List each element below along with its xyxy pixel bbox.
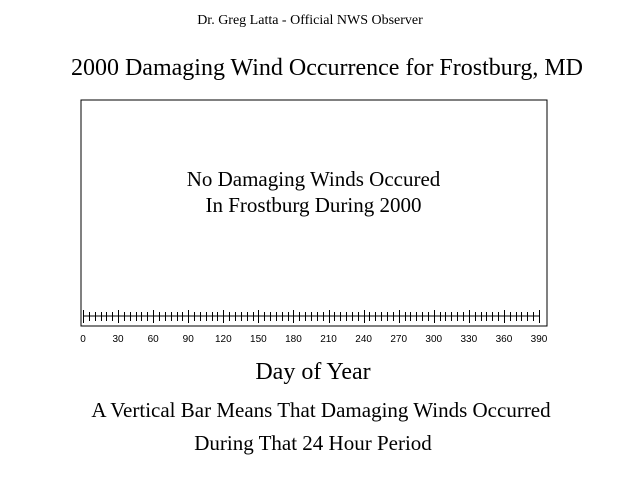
annotation-line-2: In Frostburg During 2000	[205, 193, 422, 217]
x-tick-label: 330	[460, 334, 478, 345]
x-tick-label: 60	[147, 334, 159, 345]
x-tick-label: 240	[355, 334, 372, 345]
x-axis-ticks	[83, 310, 540, 323]
x-axis-tick-labels	[80, 334, 548, 345]
x-tick-label: 360	[495, 334, 513, 345]
x-tick-label: 90	[182, 334, 194, 345]
x-tick-label: 270	[390, 334, 408, 345]
x-tick-label: 0	[80, 334, 86, 345]
x-tick-label: 210	[320, 334, 337, 345]
chart-title: 2000 Damaging Wind Occurrence for Frostburg, MD	[70, 55, 584, 81]
no-data-annotation	[81, 166, 546, 218]
x-tick-label: 30	[112, 334, 124, 345]
x-tick-label: 120	[214, 334, 232, 345]
footnote-line-1: A Vertical Bar Means That Damaging Winds Occurred	[91, 398, 551, 422]
x-tick-label: 390	[530, 334, 548, 345]
x-tick-label: 300	[425, 334, 443, 345]
x-tick-label: 180	[285, 334, 302, 345]
observer-credit: Dr. Greg Latta - Official NWS Observer	[197, 13, 423, 28]
x-axis-label: Day of Year	[255, 359, 371, 385]
footnote-line-2: During That 24 Hour Period	[194, 431, 432, 455]
x-tick-label: 150	[250, 334, 267, 345]
annotation-line-1: No Damaging Winds Occured	[186, 167, 441, 191]
